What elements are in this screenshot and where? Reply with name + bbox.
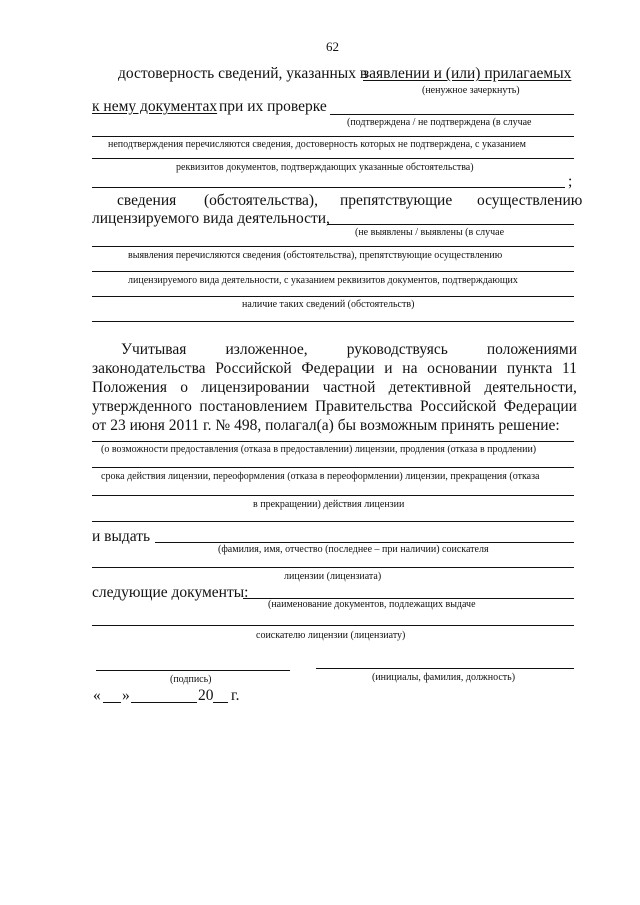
p3-l3-w1: Положения [92,379,167,396]
p1-line2-text: при их проверке [219,98,327,115]
p2-hint-detected: (не выявлены / выявлены (в случае [355,227,505,238]
p2-word-1: сведения [117,192,177,209]
p2-fill-line-4 [92,296,574,297]
p3-l2-w1: законодательства [92,360,206,377]
signature-line [96,670,290,671]
p2-word-3: препятствующие [340,192,453,209]
p3-l2-w5: на [402,360,418,377]
p3-l2-w8: 11 [562,360,577,377]
p1-hint-strike: (ненужное зачеркнуть) [422,85,520,96]
p4-fill-line-3 [92,495,574,496]
p3-line-5: от 23 июня 2011 г. № 498, полагал(а) бы возможным принять решение: [92,417,560,434]
p1-hint-unconfirmed: неподтверждения перечисляются сведения, достоверность которых не подтверждена, с указанием [108,139,526,150]
p2-fill-line-5 [92,321,574,322]
p4-hint-1: (о возможности предоставления (отказа в предоставлении) лицензии, продления (отказа в продлении) [101,444,537,455]
p3-l1-w4: положениями [486,341,577,358]
p1-semicolon: ; [568,173,573,190]
p4-fill-line-4 [92,521,574,522]
p1-fill-line-4 [92,187,565,188]
p3-l1-w1: Учитывая [121,341,187,358]
p5-hint-licensee: лицензии (лицензиата) [284,571,382,582]
date-year-line [213,702,228,703]
p2-hint-listing: выявления перечисляются сведения (обстоятельства), препятствующие осуществлению [128,250,503,261]
p3-l1-w2: изложенное, [225,341,308,358]
p1-fill-line-1 [330,114,574,115]
p2-fill-line-1 [327,224,574,225]
p1-hint-confirmed: (подтверждена / не подтверждена (в случае [347,117,532,128]
p3-l2-w3: Федерации [301,360,375,377]
date-close-quote: » [122,687,130,704]
p2-line2-text: лицензируемого вида деятельности, [92,210,330,227]
page-number: 62 [326,39,339,54]
p3-l4-w4: Российской [419,398,497,415]
p6-hint-applicant: соискателю лицензии (лицензиату) [256,630,406,641]
p3-l3-w6: деятельности, [484,379,577,396]
date-month-line [131,702,197,703]
p6-label: следующие документы: [92,584,249,601]
p2-hint-licensed-activity: лицензируемого вида деятельности, с указанием реквизитов документов, подтверждающих [128,275,518,286]
name-position-line [316,668,574,669]
p1-line1-text: достоверность сведений, указанных в [118,65,368,82]
date-year-prefix: 20 [198,687,214,704]
p2-hint-presence: наличие таких сведений (обстоятельств) [242,299,415,310]
p3-line-1 [121,342,577,358]
p3-line-2 [92,361,577,377]
p4-fill-line-2 [92,467,574,468]
p3-l3-w5: детективной [388,379,472,396]
p3-l2-w7: пункта [506,360,553,377]
p5-label: и выдать [92,528,151,545]
date-day-line [103,702,121,703]
p6-hint-docs: (наименование документов, подлежащих выдаче [268,599,476,610]
p3-l2-w4: и [384,360,393,377]
p5-fill-line-1 [155,542,574,543]
date-year-suffix: г. [231,687,240,704]
p1-hint-requisites: реквизитов документов, подтверждающих указанные обстоятельства) [176,162,474,173]
p3-line-4 [92,399,577,415]
date-open-quote: « [93,687,101,704]
p2-word-2: (обстоятельства), [204,192,318,209]
p2-fill-line-2 [92,246,574,247]
p3-l4-w2: постановлением [199,398,308,415]
p5-fill-line-2 [92,567,574,568]
p3-line-3 [92,380,577,396]
signature-hint: (подпись) [170,674,212,685]
p4-hint-3: в прекращении) действия лицензии [253,499,405,510]
p4-hint-2: срока действия лицензии, переоформления (отказа в переоформлении) лицензии, прекращения (отказа [101,471,540,482]
p3-l4-w1: утвержденного [92,398,192,415]
p5-hint-name: (фамилия, имя, отчество (последнее – при наличии) соискателя [218,544,489,555]
p2-word-4: осуществлению [477,192,583,209]
p3-l3-w3: лицензировании [201,379,310,396]
p1-line1-underlined: заявлении и (или) прилагаемых [363,65,572,82]
p1-fill-line-3 [92,158,574,159]
p2-fill-line-3 [92,271,574,272]
p3-l4-w5: Федерации [503,398,577,415]
p3-l2-w2: Российской [215,360,292,377]
p1-line2-underlined: к нему документах [92,98,218,115]
p3-l3-w2: о [180,379,188,396]
name-position-hint: (инициалы, фамилия, должность) [372,672,516,683]
p6-fill-line-2 [92,625,574,626]
p3-l4-w3: Правительства [314,398,413,415]
p1-fill-line-2 [92,136,574,137]
p4-fill-line-1 [92,441,574,442]
p3-l3-w4: частной [322,379,376,396]
p3-l1-w3: руководствуясь [346,341,448,358]
p3-l2-w6: основании [427,360,498,377]
